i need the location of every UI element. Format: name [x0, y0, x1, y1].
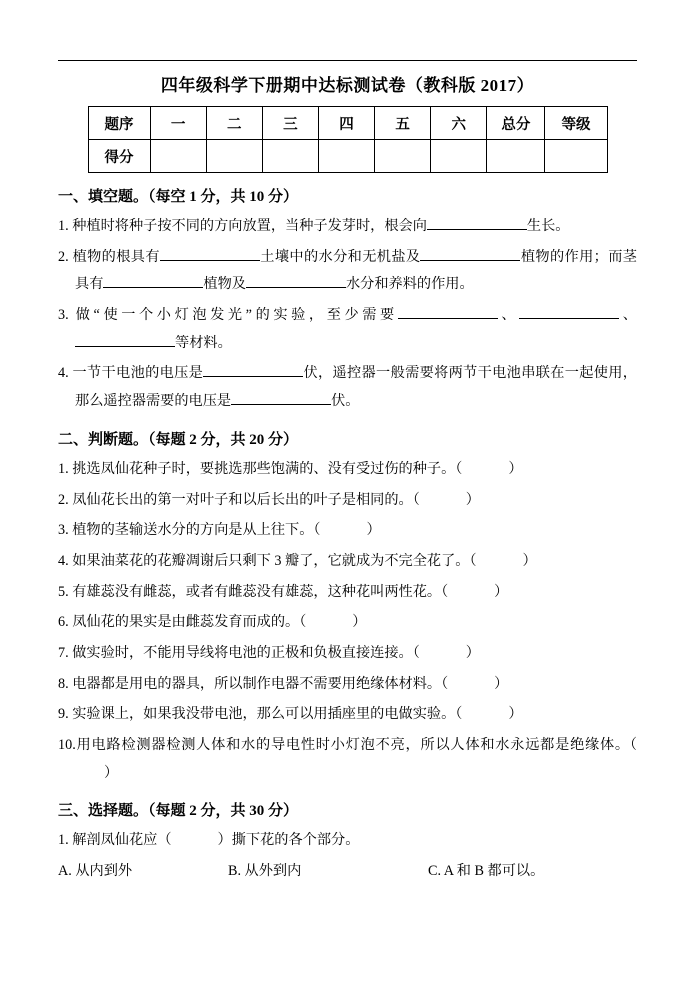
question-number: 1.: [58, 460, 69, 477]
question-text: 水分和养料的作用。: [345, 276, 474, 293]
question-2-2: 2. 凤仙花长出的第一对叶子和以后长出的叶子是相同的。（ ）: [58, 491, 480, 508]
score-table-header-1: 一: [150, 107, 206, 140]
score-table-row-label: 题序: [88, 107, 150, 140]
score-table-header-2: 二: [206, 107, 262, 140]
question-number: 4.: [58, 365, 69, 382]
question-text: 实验课上，如果我没带电池，那么可以用插座里的电做实验。: [72, 706, 456, 723]
question-text: 、: [497, 307, 520, 324]
section-heading-multiple-choice: 三、选择题。（每题 2 分，共 30 分）: [58, 803, 299, 820]
page-title: 四年级科学下册期中达标测试卷（教科版 2017）: [160, 76, 535, 95]
option-b[interactable]: B. 从外到内: [228, 863, 302, 880]
question-text: 、: [619, 307, 637, 324]
question-1-2: [58, 244, 637, 299]
question-number: 1.: [58, 832, 69, 849]
question-number: 3.: [58, 307, 69, 324]
question-number: 1.: [58, 218, 69, 234]
score-table-header-total: 总分: [487, 107, 545, 140]
question-text: 植物的根具有: [72, 248, 160, 265]
score-table-header-6: 六: [431, 107, 487, 140]
score-cell-6[interactable]: [431, 140, 487, 173]
question-2-5: 5. 有雄蕊没有雌蕊，或者有雌蕊没有雄蕊，这种花叫两性花。（ ）: [58, 583, 509, 600]
question-text: 如果油菜花的花瓣凋谢后只剩下 3 瓣了，它就成为不完全花了。: [72, 552, 470, 569]
score-table-header-5: 五: [375, 107, 431, 140]
question-text: 土壤中的水分和无机盐及: [259, 248, 421, 265]
question-2-8: 8. 电器都是用电的器具，所以制作电器不需要用绝缘体材料。（ ）: [58, 675, 509, 692]
answer-blank[interactable]: [420, 246, 520, 261]
question-text: 解剖凤仙花应（: [72, 832, 172, 849]
question-1-1: [58, 213, 637, 241]
question-text: 做“使一个小灯泡发光”的实验，至少需要: [75, 307, 398, 324]
table-row: [88, 107, 607, 140]
question-text: 等材料。: [175, 334, 232, 351]
score-cell-3[interactable]: [262, 140, 318, 173]
question-3-1: [58, 827, 637, 855]
question-2-4: 4. 如果油菜花的花瓣凋谢后只剩下 3 瓣了，它就成为不完全花了。（ ）: [58, 552, 537, 569]
option-c[interactable]: C. A 和 B 都可以。: [428, 863, 545, 880]
question-text: 植物及: [203, 276, 246, 293]
question-number: 8.: [58, 675, 69, 692]
question-text: 种植时将种子按不同的方向放置，当种子发芽时，根会向: [72, 218, 427, 234]
question-3-1-options: [58, 858, 637, 886]
answer-blank[interactable]: [398, 304, 498, 319]
score-table-row-label: 得分: [88, 140, 150, 173]
answer-blank[interactable]: [103, 273, 203, 288]
question-number: 7.: [58, 644, 69, 661]
question-text: 生长。: [526, 218, 570, 234]
question-2-9: 9. 实验课上，如果我没带电池，那么可以用插座里的电做实验。（ ）: [58, 706, 523, 723]
question-number: 2.: [58, 248, 69, 265]
answer-blank[interactable]: [231, 390, 331, 405]
answer-blank[interactable]: [427, 215, 527, 230]
question-text: 挑选凤仙花种子时，要挑选那些饱满的、没有受过伤的种子。: [72, 460, 456, 477]
question-number: 10.: [58, 737, 76, 753]
section-heading-true-false: 二、判断题。（每题 2 分，共 20 分）: [58, 431, 299, 448]
question-2-6: 6. 凤仙花的果实是由雌蕊发育而成的。（ ）: [58, 614, 367, 631]
question-1-3: [58, 302, 637, 357]
score-cell-2[interactable]: [206, 140, 262, 173]
question-number: 6.: [58, 614, 69, 631]
question-text: 用电路检测器检测人体和水的导电性时小灯泡不亮，所以人体和水永远都是绝缘体。: [75, 737, 630, 753]
option-a[interactable]: A. 从内到外: [58, 863, 133, 880]
question-2-3: 3. 植物的茎输送水分的方向是从上往下。（ ）: [58, 522, 381, 539]
question-2-7: 7. 做实验时，不能用导线将电池的正极和负极直接连接。（ ）: [58, 644, 480, 661]
score-cell-1[interactable]: [150, 140, 206, 173]
question-text: 伏。: [331, 393, 360, 410]
score-table-header-4: 四: [318, 107, 374, 140]
score-cell-4[interactable]: [318, 140, 374, 173]
score-cell-grade[interactable]: [545, 140, 607, 173]
question-1-4: [58, 360, 637, 415]
question-text: 植物的茎输送水分的方向是从上往下。: [72, 522, 314, 539]
question-number: 9.: [58, 706, 69, 723]
question-text: 做实验时，不能用导线将电池的正极和负极直接连接。: [72, 644, 413, 661]
score-cell-total[interactable]: [487, 140, 545, 173]
question-text: 凤仙花的果实是由雌蕊发育而成的。: [72, 614, 300, 631]
question-number: 3.: [58, 522, 69, 539]
score-table: [88, 106, 608, 173]
question-text: ）撕下花的各个部分。: [217, 832, 360, 849]
question-text: 伏，遥控器一般需要将两节干电池串联在一起使用，那么遥控器需要的电压是: [75, 365, 637, 410]
answer-blank[interactable]: [519, 304, 619, 319]
score-cell-5[interactable]: [375, 140, 431, 173]
answer-blank[interactable]: [203, 362, 303, 377]
question-text: 植物的作用；而茎具有: [75, 248, 637, 293]
question-number: 5.: [58, 583, 69, 600]
question-text: 凤仙花长出的第一对叶子和以后长出的叶子是相同的。: [72, 491, 413, 508]
question-number: 2.: [58, 491, 69, 508]
header-divider: [58, 60, 637, 61]
score-table-header-3: 三: [262, 107, 318, 140]
question-text: 一节干电池的电压是: [72, 365, 204, 382]
answer-blank[interactable]: [75, 332, 175, 347]
answer-blank[interactable]: [160, 246, 260, 261]
question-2-10: 10.用电路检测器检测人体和水的导电性时小灯泡不亮，所以人体和水永远都是绝缘体。（）: [58, 737, 637, 781]
question-2-1: 1. 挑选凤仙花种子时，要挑选那些饱满的、没有受过伤的种子。（ ）: [58, 460, 523, 477]
table-row: [88, 140, 607, 173]
section-heading-fill-in: 一、填空题。（每空 1 分，共 10 分）: [58, 189, 299, 205]
question-text: 电器都是用电的器具，所以制作电器不需要用绝缘体材料。: [72, 675, 442, 692]
score-table-header-grade: 等级: [545, 107, 607, 140]
question-text: 有雄蕊没有雌蕊，或者有雌蕊没有雄蕊，这种花叫两性花。: [72, 583, 442, 600]
question-number: 4.: [58, 552, 69, 569]
answer-blank[interactable]: [246, 273, 346, 288]
